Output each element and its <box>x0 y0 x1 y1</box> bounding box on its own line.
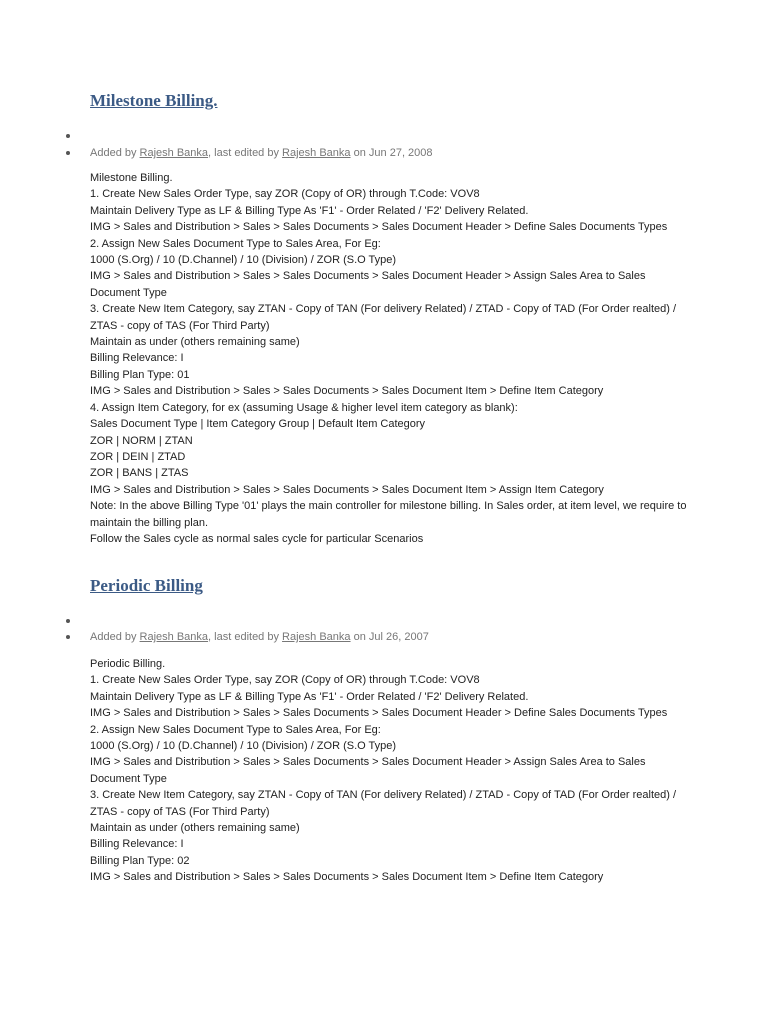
added-by-user-link[interactable]: Rajesh Banka <box>139 631 209 643</box>
body-line: IMG > Sales and Distribution > Sales > Sales Documents > Sales Document Header > Assign Sales Area to Sales <box>90 270 646 283</box>
body-line: IMG > Sales and Distribution > Sales > Sales Documents > Sales Document Item > Define Item Category <box>90 871 604 884</box>
body-line: Billing Plan Type: 01 <box>90 368 190 381</box>
body-line: Maintain Delivery Type as LF & Billing Type As 'F1' - Order Related / 'F2' Delivery Related. <box>90 204 529 217</box>
body-line: ZTAS - copy of TAS (For Third Party) <box>90 319 270 332</box>
empty-bullet <box>66 134 70 138</box>
body-line: IMG > Sales and Distribution > Sales > Sales Documents > Sales Document Header > Define Sales Documents Types <box>90 221 668 234</box>
body-line: ZOR | BANS | ZTAS <box>90 467 189 480</box>
section-body <box>90 656 690 886</box>
edited-by-prefix: , last edited by <box>208 147 279 159</box>
section-title-link[interactable]: Periodic Billing <box>90 576 203 595</box>
edited-by-user-link[interactable]: Rajesh Banka <box>282 631 351 643</box>
body-line: 3. Create New Item Category, say ZTAN - Copy of TAN (For delivery Related) / ZTAD - Copy of TAD (For Order realted) / <box>90 789 677 802</box>
body-line: Maintain as under (others remaining same) <box>90 822 300 835</box>
body-line: 1. Create New Sales Order Type, say ZOR (Copy of OR) through T.Code: VOV8 <box>90 188 480 201</box>
body-line: Billing Plan Type: 02 <box>90 854 190 867</box>
body-line: ZOR | NORM | ZTAN <box>90 434 193 447</box>
edited-by-prefix: , last edited by <box>208 631 279 643</box>
body-line: IMG > Sales and Distribution > Sales > Sales Documents > Sales Document Item > Define Item Category <box>90 385 604 398</box>
body-line: 2. Assign New Sales Document Type to Sales Area, For Eg: <box>90 723 381 736</box>
body-line: Maintain Delivery Type as LF & Billing Type As 'F1' - Order Related / 'F2' Delivery Related. <box>90 690 529 703</box>
section-body <box>90 170 690 547</box>
body-line: Document Type <box>90 772 167 785</box>
body-line: ZTAS - copy of TAS (For Third Party) <box>90 805 270 818</box>
section-title-link[interactable]: Milestone Billing. <box>90 91 218 110</box>
edit-date: Jun 27, 2008 <box>368 147 433 159</box>
date-prefix: on <box>353 147 366 159</box>
body-line: Document Type <box>90 286 167 299</box>
body-line: maintain the billing plan. <box>90 516 209 529</box>
date-prefix: on <box>353 631 366 643</box>
body-line: Periodic Billing. <box>90 658 166 670</box>
body-line: 1. Create New Sales Order Type, say ZOR (Copy of OR) through T.Code: VOV8 <box>90 674 480 687</box>
body-line: IMG > Sales and Distribution > Sales > Sales Documents > Sales Document Header > Define Sales Documents Types <box>90 707 668 720</box>
body-line: Billing Relevance: I <box>90 352 184 365</box>
body-line: IMG > Sales and Distribution > Sales > Sales Documents > Sales Document Header > Assign Sales Area to Sales <box>90 756 646 769</box>
body-line: Billing Relevance: I <box>90 838 184 851</box>
meta-bullet <box>66 635 70 639</box>
body-line: 3. Create New Item Category, say ZTAN - Copy of TAN (For delivery Related) / ZTAD - Copy of TAD (For Order realted) / <box>90 303 677 316</box>
meta-bullet <box>66 151 70 155</box>
body-line: Follow the Sales cycle as normal sales cycle for particular Scenarios <box>90 532 424 545</box>
author-meta <box>90 146 433 160</box>
body-line: 2. Assign New Sales Document Type to Sales Area, For Eg: <box>90 237 381 250</box>
body-line: Sales Document Type | Item Category Group | Default Item Category <box>90 418 426 431</box>
body-line: 1000 (S.Org) / 10 (D.Channel) / 10 (Division) / ZOR (S.O Type) <box>90 254 397 267</box>
body-line: Maintain as under (others remaining same) <box>90 336 300 349</box>
body-line: ZOR | DEIN | ZTAD <box>90 450 186 463</box>
empty-bullet <box>66 619 70 623</box>
body-line: 4. Assign Item Category, for ex (assuming Usage & higher level item category as blank): <box>90 401 518 414</box>
body-line: Milestone Billing. <box>90 172 173 184</box>
author-meta <box>90 630 429 644</box>
added-by-prefix: Added by <box>90 147 137 159</box>
added-by-prefix: Added by <box>90 631 137 643</box>
body-line: 1000 (S.Org) / 10 (D.Channel) / 10 (Division) / ZOR (S.O Type) <box>90 740 397 753</box>
body-line: Note: In the above Billing Type '01' plays the main controller for milestone billing. In Sales order, at item level, we require to <box>90 500 687 513</box>
body-line: IMG > Sales and Distribution > Sales > Sales Documents > Sales Document Item > Assign Item Category <box>90 483 604 496</box>
edited-by-user-link[interactable]: Rajesh Banka <box>282 147 351 159</box>
added-by-user-link[interactable]: Rajesh Banka <box>139 147 209 159</box>
edit-date: Jul 26, 2007 <box>368 631 429 643</box>
